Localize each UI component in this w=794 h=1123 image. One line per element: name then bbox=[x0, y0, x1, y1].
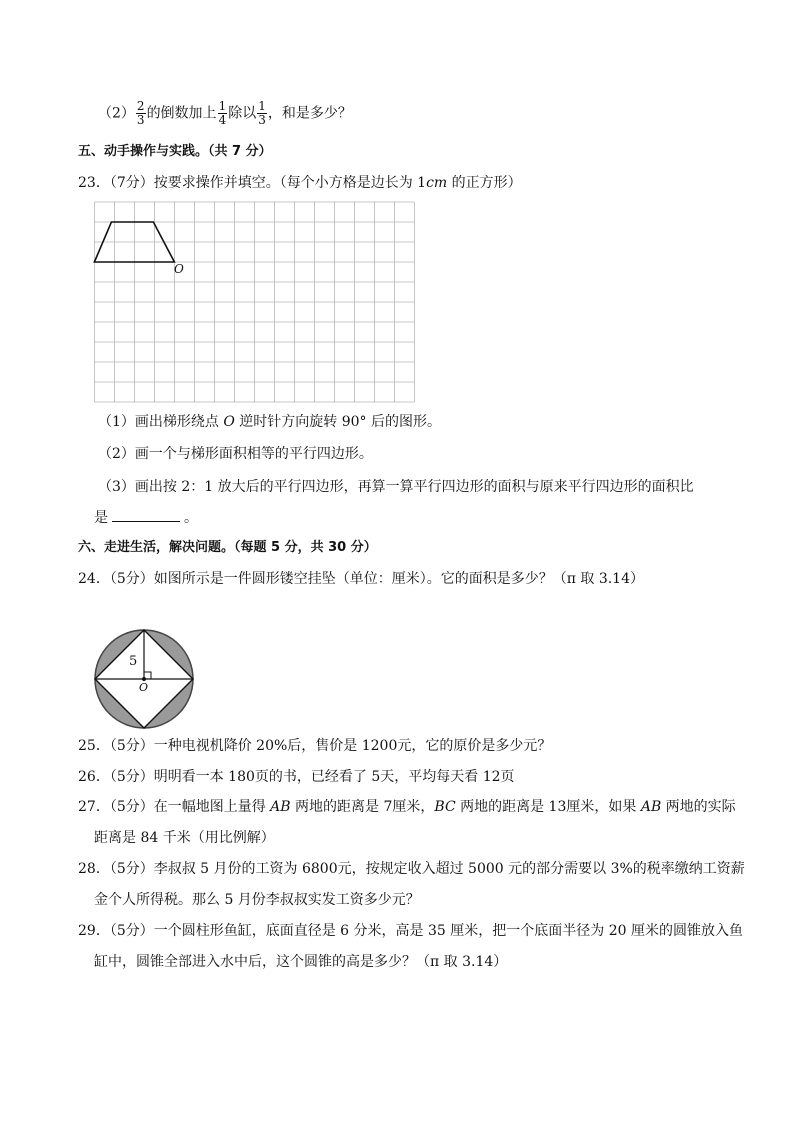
fraction-one-third bbox=[257, 100, 267, 127]
q27-text-a: 27．（5分）在一幅地图上量得 bbox=[78, 799, 271, 815]
q23-sub1 bbox=[98, 412, 441, 432]
q23-grid-figure bbox=[90, 198, 420, 406]
q23-sub1-point: O bbox=[223, 414, 235, 430]
answer-blank[interactable] bbox=[112, 509, 180, 522]
q23-unit: cm bbox=[426, 175, 448, 191]
q24-pendant-figure bbox=[90, 628, 200, 738]
q27-question-line2: 距离是 84 千米（用比例解） bbox=[94, 830, 275, 846]
q26-question: 26．（5分）明明看一本 180页的书，已经看了 5天，平均每天看 12页 bbox=[78, 769, 515, 785]
q23-sub3-text-b: 。 bbox=[184, 510, 198, 526]
q23-sub3-line1: （3）画出按 2：1 放大后的平行四边形，再算一算平行四边形的面积与原来平行四边形的面积比 bbox=[98, 479, 694, 495]
section-5-title: 五、动手操作与实践。（共 7 分） bbox=[78, 144, 272, 159]
point-o-label: O bbox=[174, 262, 184, 276]
fraction-denominator: 3 bbox=[258, 113, 266, 127]
q22-part2 bbox=[98, 100, 352, 127]
q27-question-line1 bbox=[78, 797, 736, 817]
q27-segment-bc: BC bbox=[434, 799, 456, 815]
q23-sub3-line2 bbox=[94, 508, 198, 528]
q23-head: 23．（7分）按要求操作并填空。（每个小方格是边长为 1 bbox=[78, 175, 427, 191]
q24-question: 24．（5分）如图所示是一件圆形镂空挂坠（单位：厘米）。它的面积是多少？（π 取 3.14） bbox=[78, 571, 644, 587]
q29-question-line1: 29．（5分）一个圆柱形鱼缸，底面直径是 6 分米，高是 35 厘米，把一个底面半径为 20 厘米的圆锥放入鱼 bbox=[78, 923, 743, 939]
square-grid bbox=[94, 202, 414, 402]
q22-text-2: 除以 bbox=[228, 105, 257, 122]
fraction-denominator: 3 bbox=[136, 113, 145, 127]
section-6-title: 六、走进生活，解决问题。（每题 5 分，共 30 分） bbox=[78, 540, 377, 555]
q23-sub1-text-b: 逆时针方向旋转 90° 后的图形。 bbox=[234, 414, 442, 430]
radius-label: 5 bbox=[129, 654, 138, 669]
q22-part2-prefix: （2） bbox=[98, 105, 135, 122]
fraction-numerator: 1 bbox=[218, 99, 227, 113]
q29-question-line2: 缸中，圆锥全部进入水中后，这个圆锥的高是多少？（π 取 3.14） bbox=[94, 954, 508, 970]
q23-question bbox=[78, 173, 522, 193]
q27-text-d: 两地的实际 bbox=[661, 799, 736, 815]
fraction-numerator: 1 bbox=[258, 99, 266, 113]
q28-question-line2: 金个人所得税。那么 5 月份李叔叔实发工资多少元？ bbox=[94, 892, 420, 908]
q27-text-b: 两地的距离是 7厘米， bbox=[290, 799, 435, 815]
fraction-denominator: 4 bbox=[218, 113, 227, 127]
fraction-one-fourth bbox=[218, 100, 228, 127]
center-label: O bbox=[139, 681, 149, 694]
q22-text-3: ，和是多少？ bbox=[267, 105, 352, 122]
q23-sub1-text-a: （1）画出梯形绕点 bbox=[98, 414, 224, 430]
q28-question-line1: 28．（5分）李叔叔 5 月份的工资为 6800元，按规定收入超过 5000 元的部分需要以 3%的税率缴纳工资薪 bbox=[78, 861, 745, 877]
fraction-two-thirds bbox=[136, 100, 146, 127]
q23-tail: 的正方形） bbox=[447, 175, 522, 191]
q27-segment-ab-2: AB bbox=[640, 799, 662, 815]
q25-question: 25．（5分）一种电视机降价 20%后，售价是 1200元，它的原价是多少元？ bbox=[78, 738, 552, 754]
q22-text-1: 的倒数加上 bbox=[146, 105, 217, 122]
q27-text-c: 两地的距离是 13厘米，如果 bbox=[455, 799, 641, 815]
q23-sub2: （2）画一个与梯形面积相等的平行四边形。 bbox=[98, 446, 373, 462]
q23-sub3-text-a: 是 bbox=[94, 510, 108, 526]
fraction-numerator: 2 bbox=[136, 99, 145, 113]
q27-segment-ab: AB bbox=[270, 799, 291, 815]
